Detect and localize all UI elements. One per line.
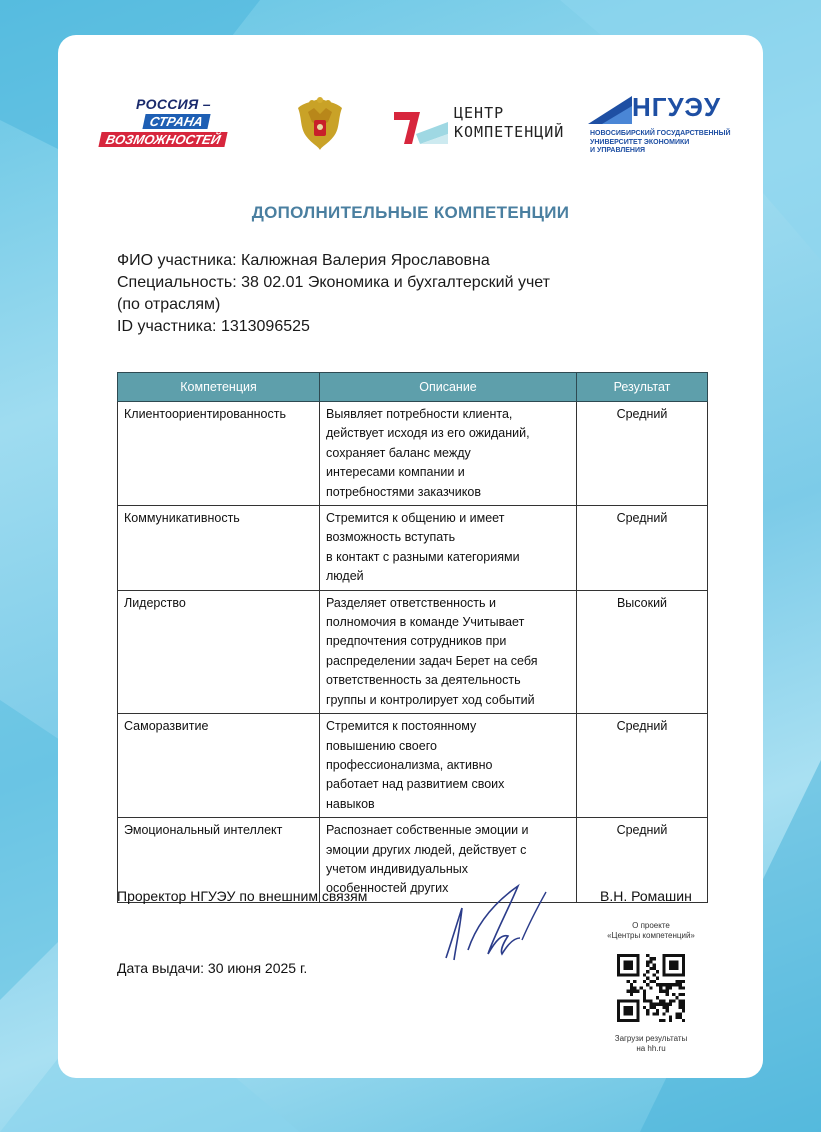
description-line: особенностей других [326,881,449,896]
qr-code-icon[interactable] [617,954,685,1022]
specialty-value-continued: (по отраслям) [117,296,221,313]
qr-caption-top [590,921,712,941]
description-line: ответственность за деятельность [326,673,521,688]
description-line: профессионализма, активно [326,757,493,772]
description-line: эмоции других людей, действует с [326,842,527,857]
logo-text: НГУЭУ [632,92,722,122]
description-line: Разделяет ответственность и [326,595,496,610]
description-line: распределении задач Берет на себя [326,653,538,668]
logo-text: И УПРАВЛЕНИЯ [590,147,646,154]
table-row [118,714,708,818]
competence-cell: Саморазвитие [118,714,320,818]
result-cell: Высокий [577,590,708,713]
description-cell [320,402,577,506]
logo-text: КОМПЕТЕНЦИЙ [454,123,565,141]
description-cell [320,714,577,818]
description-line: Стремится к постоянному [326,719,477,734]
logo-text: УНИВЕРСИТЕТ ЭКОНОМИКИ [590,138,690,146]
description-line: Стремится к общению и имеет [326,511,505,526]
competence-cell: Эмоциональный интеллект [118,818,320,903]
competencies-table [117,372,708,903]
table-row [118,506,708,591]
nsuem-mark-icon [588,96,632,124]
specialty-value: 38 02.01 Экономика и бухгалтерский учет [241,274,550,291]
description-line: потребностями заказчиков [326,484,481,499]
description-line: учетом индивидуальных [326,861,468,876]
signer-position: Проректор НГУЭУ по внешним связям [117,888,368,904]
column-header: Описание [320,373,577,402]
description-cell [320,506,577,591]
coat-of-arms-emblem [294,94,346,152]
description-line: группы и контролирует ход событий [326,692,535,707]
logo-text: СТРАНА [142,114,210,129]
id-value: 1313096525 [220,318,310,335]
table-row [118,402,708,506]
description-line: повышению своего [326,738,437,753]
centre-competencies-logo [390,100,580,150]
description-line: возможность вступать [326,530,456,545]
qr-caption-line: «Центры компетенций» [607,931,695,940]
description-line: людей [326,569,364,584]
qr-caption-line: О проекте [632,921,670,930]
russia-strana-vozmozhnostey-logo [100,96,250,152]
logo-text: РОССИЯ – [136,96,211,112]
description-line: действует исходя из его ожиданий, [326,426,530,441]
qr-caption-line: Загрузи результаты [614,1034,688,1043]
signature [438,880,558,970]
result-cell: Средний [577,714,708,818]
nsuem-logo [588,92,758,162]
result-cell: Средний [577,818,708,903]
qr-caption-bottom [590,1034,712,1054]
column-header: Компетенция [118,373,320,402]
issue-date: Дата выдачи: 30 июня 2025 г. [117,960,308,976]
specialty-label: Специальность: [117,274,237,291]
description-line: в контакт с разными категориями [326,549,520,564]
id-label: ID участника: [117,318,217,335]
result-cell: Средний [577,402,708,506]
qr-caption-line: на hh.ru [636,1044,666,1053]
competence-cell: Лидерство [118,590,320,713]
table-row [118,590,708,713]
description-cell [320,590,577,713]
description-line: работает над развитием своих [326,777,505,792]
logo-text: ВОЗМОЖНОСТЕЙ [98,132,228,147]
participant-info [117,250,550,338]
description-line: полномочия в команде Учитывает [326,615,525,630]
competence-cell: Клиентоориентированность [118,402,320,506]
description-line: сохраняет баланс между [326,445,471,460]
description-line: предпочтения сотрудников при [326,634,507,649]
column-header: Результат [577,373,708,402]
centre-competencies-mark-icon [390,104,450,148]
logo-text: НОВОСИБИРСКИЙ ГОСУДАРСТВЕННЫЙ [590,130,731,137]
logo-text: ЦЕНТР [454,104,505,122]
result-cell: Средний [577,506,708,591]
document-title: ДОПОЛНИТЕЛЬНЫЕ КОМПЕТЕНЦИИ [251,203,570,222]
description-line: Распознает собственные эмоции и [326,823,529,838]
description-line: Выявляет потребности клиента, [326,407,513,421]
description-line: навыков [326,796,375,811]
name-label: ФИО участника: [117,252,237,269]
description-line: интересами компании и [326,465,465,480]
competence-cell: Коммуникативность [118,506,320,591]
name-value: Калюжная Валерия Ярославовна [241,252,490,269]
table-header-row [118,373,708,402]
signer-name: В.Н. Ромашин [600,888,692,904]
